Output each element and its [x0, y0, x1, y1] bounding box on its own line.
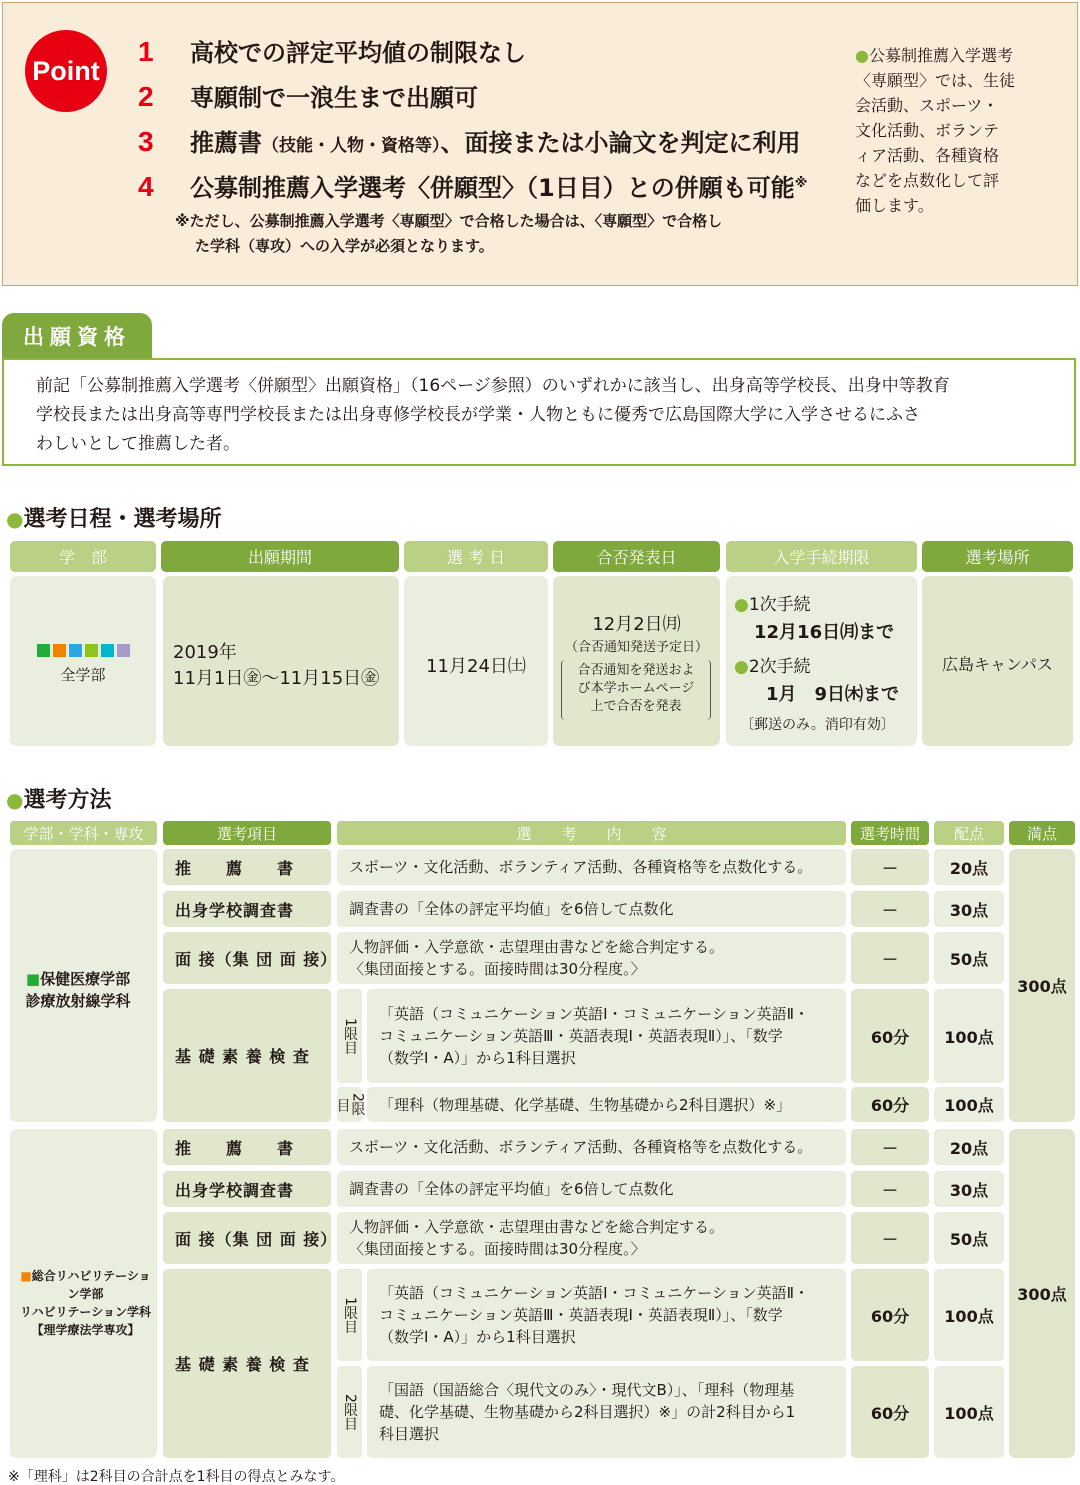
proc2-date: 1月 9日㈭まで — [766, 684, 900, 705]
dept-line: ■総合リハビリテーション学部 — [20, 1268, 151, 1301]
schedule-title: ●選考日程・選考場所 — [6, 507, 222, 532]
schedule-header-faculty: 学 部 — [10, 541, 156, 572]
schedule-header-exam: 選 考 日 — [404, 541, 548, 572]
points: 30点 — [934, 891, 1004, 927]
exam-time: 60分 — [851, 1087, 929, 1122]
proc1-label: ●1次手続 — [734, 595, 811, 615]
footnote-mark: ※ — [794, 176, 808, 191]
selection-item: 推 薦 書 — [163, 849, 331, 885]
color-swatch — [53, 644, 66, 657]
content-text — [337, 1216, 724, 1260]
content-line: 「理科（物理基礎、化学基礎、生物基礎から2科目選択）※」 — [379, 1095, 792, 1114]
content-line: コミュニケーション英語Ⅲ・英語表現Ⅰ・英語表現Ⅱ）」、「数学 — [379, 1306, 783, 1324]
period-label — [337, 1269, 362, 1361]
point-item-4 — [138, 168, 807, 203]
content-line: 〈集団面接とする。面接時間は30分程度。〉 — [349, 1240, 646, 1258]
point-num: 2 — [138, 81, 154, 112]
exam-time: 60分 — [851, 989, 929, 1083]
bullet-icon: ● — [855, 46, 869, 65]
content-line: 「英語（コミュニケーション英語Ⅰ・コミュニケーション英語Ⅱ・ — [379, 1284, 810, 1302]
bullet-icon: ● — [734, 595, 749, 615]
exam-time: 60分 — [851, 1269, 929, 1361]
result-note-line: 合否通知を発送およ — [577, 663, 695, 678]
content-text — [337, 936, 724, 980]
point-box — [2, 2, 1078, 286]
content-line: 科目選択 — [379, 1425, 440, 1443]
schedule-exam-cell — [404, 576, 548, 746]
point-text-b: 、面接または小論文を判定に利用 — [440, 129, 801, 157]
content-text — [367, 1379, 795, 1445]
side-line: ィア活動、各種資格 — [855, 146, 1000, 165]
point-text-a: 推薦書 — [190, 129, 262, 157]
content-text — [367, 1003, 809, 1069]
content-line: 礎、化学基礎、生物基礎から2科目選択）※」の計2科目から1 — [379, 1403, 796, 1421]
point-text-small: （技能・人物・資格等） — [262, 136, 441, 156]
dept-line: ■保健医療学部 — [25, 969, 131, 988]
point-note — [175, 209, 855, 259]
content-line: 調査書の「全体の評定平均値」を6倍して点数化 — [349, 1180, 674, 1198]
method-header-dept: 学部・学科・専攻 — [10, 821, 157, 845]
faculty-swatches — [10, 644, 156, 657]
dept-marker-icon: ■ — [20, 1268, 32, 1283]
schedule-result-cell — [553, 576, 720, 746]
content-line: 調査書の「全体の評定平均値」を6倍して点数化 — [349, 900, 674, 918]
dept-cell — [10, 1129, 157, 1458]
selection-content — [367, 1269, 846, 1361]
result-note-line: び本学ホームページ — [577, 681, 695, 696]
points: 20点 — [934, 1129, 1004, 1165]
dept-label — [18, 1267, 153, 1339]
point-note-line: ※ただし、公募制推薦入学選考〈専願型〉で合格した場合は、〈専願型〉で合格し — [175, 212, 723, 230]
point-badge: Point — [25, 30, 107, 112]
period-label — [334, 1087, 366, 1122]
schedule-procedure-cell — [726, 576, 917, 746]
qualification-line: わしいとして推薦した者。 — [36, 434, 240, 454]
period-text: 1限目 — [342, 1017, 358, 1055]
period-label — [337, 989, 362, 1083]
point-text: 専願制で一浪生まで出願可 — [190, 84, 478, 112]
total-score: 300点 — [1009, 1129, 1075, 1458]
selection-item: 面 接（集 団 面 接） — [163, 932, 331, 984]
content-line: 「英語（コミュニケーション英語Ⅰ・コミュニケーション英語Ⅱ・ — [379, 1005, 810, 1023]
schedule-header-period: 出願期間 — [161, 541, 399, 572]
exam-time: － — [851, 932, 929, 984]
side-line: 価します。 — [855, 196, 934, 215]
qualification-title: 出願資格 — [2, 313, 152, 359]
content-line: （数学Ⅰ・A）」から1科目選択 — [379, 1049, 576, 1067]
point-text-main: 公募制推薦入学選考〈併願型〉（1日目）との併願も可能 — [190, 174, 795, 202]
points: 30点 — [934, 1171, 1004, 1207]
point-item-3 — [138, 123, 801, 158]
selection-content — [337, 891, 846, 927]
bullet-icon: ● — [734, 657, 749, 677]
schedule-header-place: 選考場所 — [922, 541, 1073, 572]
content-text — [337, 856, 812, 878]
footnote: ※「理科」は2科目の合計点を1科目の得点とみなす。 — [8, 1469, 345, 1485]
method-header-total: 満点 — [1009, 821, 1075, 845]
exam-place: 広島キャンパス — [942, 655, 1053, 674]
content-line: スポーツ・文化活動、ボランティア活動、各種資格等を点数化する。 — [349, 1138, 813, 1156]
bullet-icon: ● — [6, 788, 24, 812]
content-text — [337, 898, 674, 920]
color-swatches — [10, 644, 156, 657]
content-line: 〈集団面接とする。面接時間は30分程度。〉 — [349, 960, 646, 978]
method-header-points: 配点 — [934, 821, 1004, 845]
points: 100点 — [934, 1269, 1004, 1361]
exam-time: － — [851, 849, 929, 885]
method-title: ●選考方法 — [6, 788, 112, 813]
content-line: （数学Ⅰ・A）」から1科目選択 — [379, 1328, 576, 1346]
color-swatch — [117, 644, 130, 657]
method-header-content: 選 考 内 容 — [337, 821, 846, 845]
selection-content — [337, 1129, 846, 1165]
selection-item: 推 薦 書 — [163, 1129, 331, 1165]
content-line: スポーツ・文化活動、ボランティア活動、各種資格等を点数化する。 — [349, 858, 813, 876]
dept-line: 【理学療法学専攻】 — [31, 1322, 140, 1337]
exam-time: － — [851, 891, 929, 927]
point-text — [190, 123, 801, 158]
exam-time: － — [851, 1129, 929, 1165]
schedule-header-procedure: 入学手続期限 — [726, 541, 917, 572]
selection-content — [367, 989, 846, 1083]
result-note — [561, 660, 711, 720]
qualification-box — [2, 358, 1076, 466]
content-text — [367, 1282, 809, 1348]
content-text — [367, 1094, 791, 1116]
points: 50点 — [934, 1212, 1004, 1264]
method-header-time: 選考時間 — [851, 821, 929, 845]
dept-label — [18, 968, 138, 1012]
qualification-line: 学校長または出身高等専門学校長または出身専修学校長が学業・人物ともに優秀で広島国際大学に入学させるにふさ — [36, 405, 920, 425]
content-line: 「国語（国語総合〈現代文のみ〉・現代文B）」、「理科（物理基 — [379, 1381, 795, 1399]
selection-content — [337, 1212, 846, 1264]
dept-cell — [10, 849, 157, 1122]
exam-time: 60分 — [851, 1366, 929, 1458]
method-header-item: 選考項目 — [163, 821, 331, 845]
period-range: 11月1日㊎〜11月15日㊎ — [173, 668, 380, 689]
content-line: 人物評価・入学意欲・志望理由書などを総合判定する。 — [349, 1218, 725, 1236]
point-text: 高校での評定平均値の制限なし — [190, 39, 526, 67]
side-line: 〈専願型〉では、生徒 — [855, 71, 1016, 90]
content-line: 人物評価・入学意欲・志望理由書などを総合判定する。 — [349, 938, 725, 956]
period-year: 2019年 — [173, 642, 237, 663]
points: 20点 — [934, 849, 1004, 885]
point-text — [190, 168, 807, 203]
point-item-2 — [138, 78, 478, 113]
point-note-line: た学科（専攻）への入学が必須となります。 — [195, 237, 494, 255]
result-note-line: 上で合否を発表 — [590, 699, 682, 714]
content-line: コミュニケーション英語Ⅲ・英語表現Ⅰ・英語表現Ⅱ）」、「数学 — [379, 1027, 783, 1045]
dept-line: リハビリテーション学科 — [20, 1304, 151, 1319]
period-label — [337, 1366, 362, 1458]
period-text: 2限目 — [334, 1093, 366, 1116]
selection-item: 基 礎 素 養 検 査 — [163, 989, 331, 1122]
period-text: 2限目 — [342, 1393, 358, 1431]
content-text — [337, 1136, 812, 1158]
color-swatch — [85, 644, 98, 657]
proc-note: 〔郵送のみ。消印有効〕 — [740, 717, 895, 733]
point-num: 3 — [138, 126, 154, 157]
selection-content — [367, 1366, 846, 1458]
selection-item: 出身学校調査書 — [163, 891, 331, 927]
period-text: 1限目 — [342, 1296, 358, 1334]
selection-content — [337, 932, 846, 984]
proc2-label: ●2次手続 — [734, 657, 811, 677]
point-num: 1 — [138, 36, 154, 67]
side-line: 文化活動、ボランテ — [855, 121, 1000, 140]
exam-time: － — [851, 1212, 929, 1264]
total-score: 300点 — [1009, 849, 1075, 1122]
points: 100点 — [934, 989, 1004, 1083]
point-item-1 — [138, 33, 526, 68]
points: 50点 — [934, 932, 1004, 984]
exam-date: 11月24日㈯ — [426, 656, 526, 677]
selection-content — [367, 1087, 846, 1122]
selection-item: 出身学校調査書 — [163, 1171, 331, 1207]
proc1-date: 12月16日㈪まで — [754, 622, 895, 643]
bullet-icon: ● — [6, 507, 24, 531]
selection-item: 基 礎 素 養 検 査 — [163, 1269, 331, 1458]
side-line: ●公募制推薦入学選考 — [855, 46, 1013, 65]
side-line: 会活動、スポーツ・ — [855, 96, 999, 115]
schedule-period-cell — [163, 576, 399, 746]
qualification-line: 前記「公募制推薦入学選考〈併願型〉出願資格」（16ページ参照）のいずれかに該当し、出身高等学校長、出身中等教育 — [36, 376, 950, 396]
points: 100点 — [934, 1087, 1004, 1122]
dept-marker-icon: ■ — [25, 969, 41, 988]
selection-content — [337, 849, 846, 885]
points: 100点 — [934, 1366, 1004, 1458]
content-text — [337, 1178, 674, 1200]
color-swatch — [69, 644, 82, 657]
result-date: 12月2日㈪ — [592, 614, 681, 635]
result-sub: （合否通知発送予定日） — [564, 640, 708, 655]
color-swatch — [101, 644, 114, 657]
exam-time: － — [851, 1171, 929, 1207]
selection-item: 面 接（集 団 面 接） — [163, 1212, 331, 1264]
faculty-label: 全学部 — [60, 666, 106, 684]
dept-line: 診療放射線学科 — [25, 991, 131, 1010]
color-swatch — [37, 644, 50, 657]
selection-content — [337, 1171, 846, 1207]
schedule-faculty-cell — [10, 576, 156, 746]
schedule-place-cell — [922, 576, 1073, 746]
point-side-note — [855, 43, 1070, 218]
side-line: などを点数化して評 — [855, 171, 1000, 190]
point-num: 4 — [138, 171, 154, 202]
schedule-header-result: 合否発表日 — [553, 541, 720, 572]
